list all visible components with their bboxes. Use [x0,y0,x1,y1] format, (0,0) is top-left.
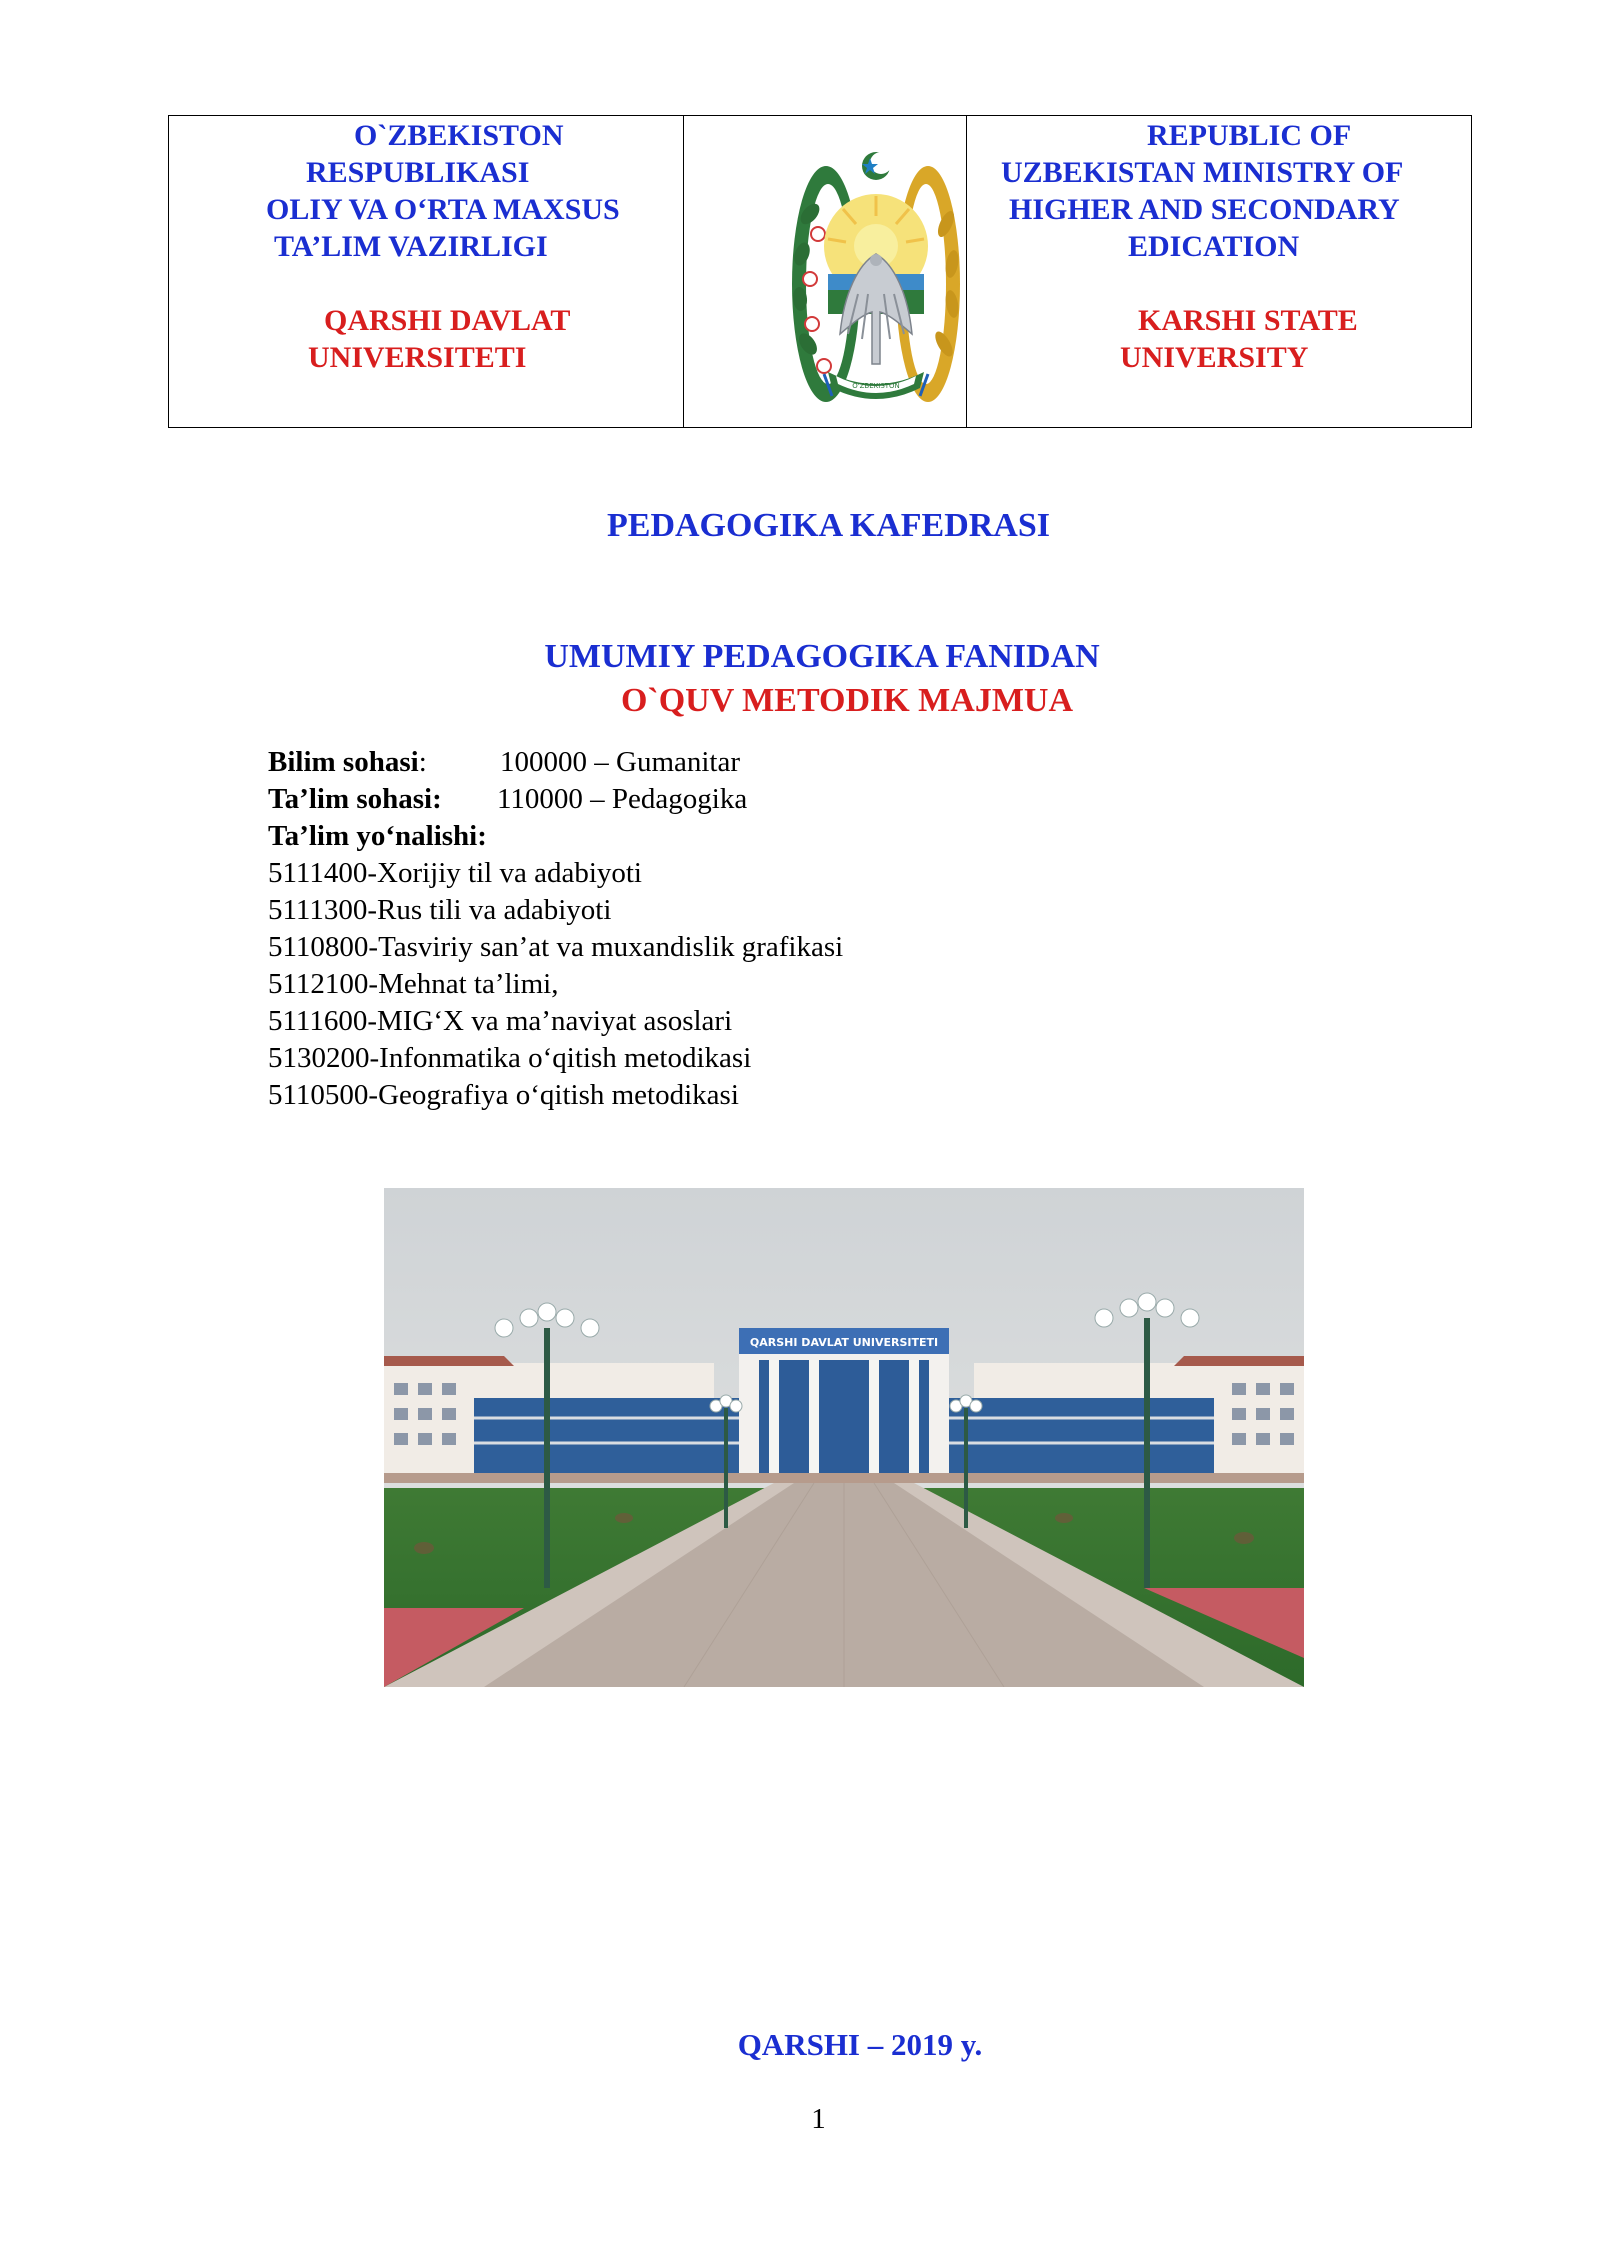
page-number: 1 [811,2103,826,2135]
direction-item: 5112100-Mehnat ta’limi, [268,968,559,1000]
left-university-line-1: QARSHI DAVLAT [324,304,571,337]
direction-item: 5111600-MIG‘X va ma’naviyat asoslari [268,1005,733,1037]
uzbekistan-state-emblem-icon [788,134,964,416]
talim-sohasi-line [268,781,748,818]
talim-sohasi-value: 110000 – Pedagogika [497,783,748,815]
right-university-line-2: UNIVERSITY [1120,341,1309,374]
left-university-line-2: UNIVERSITETI [308,341,527,374]
talim-yonalishi-label: Ta’lim yo‘nalishi: [268,820,487,852]
left-ministry-line-3: OLIY VA O‘RTA MAXSUS [266,193,620,226]
direction-item: 5111300-Rus tili va adabiyoti [268,894,612,926]
department-title: PEDAGOGIKA KAFEDRASI [607,507,1050,544]
course-type-title: O`QUV METODIK MAJMUA [620,682,1074,719]
talim-yonalishi-line [268,818,487,855]
header-emblem-cell [684,116,967,427]
direction-item: 5110800-Tasviriy san’at va muxandislik grafikasi [268,931,844,963]
right-ministry-line-2: UZBEKISTAN MINISTRY OF [1001,156,1404,189]
header-left-cell [169,116,684,427]
direction-item: 5110500-Geografiya o‘qitish metodikasi [268,1079,739,1111]
left-ministry-line-2: RESPUBLIKASI [306,156,530,189]
bilim-sohasi-colon: : [418,746,427,778]
bilim-sohasi-line [268,744,741,781]
university-building-image [384,1188,1304,1687]
city-year: QARSHI – 2019 y. [737,2027,983,2062]
right-ministry-line-4: EDICATION [1128,230,1300,263]
university-building-photo [384,1188,1304,1687]
right-ministry-line-1: REPUBLIC OF [1147,119,1352,152]
course-subject-title: UMUMIY PEDAGOGIKA FANIDAN [544,638,1100,675]
bilim-sohasi-value: 100000 – Gumanitar [500,746,741,778]
header-right-cell [967,116,1471,427]
bilim-sohasi-label: Bilim sohasi [268,746,419,778]
building-sign-text: QARSHI DAVLAT UNIVERSITETI [749,1336,939,1349]
emblem-ribbon-text: O'ZBEKISTON [852,382,900,390]
header-table [168,115,1472,428]
right-university-line-1: KARSHI STATE [1138,304,1358,337]
direction-item: 5130200-Infonmatika o‘qitish metodikasi [268,1042,752,1074]
left-ministry-line-1: O`ZBEKISTON [354,119,564,152]
left-ministry-line-4: TA’LIM VAZIRLIGI [274,230,548,263]
right-ministry-line-3: HIGHER AND SECONDARY [1009,193,1400,226]
talim-sohasi-label: Ta’lim sohasi: [268,783,442,815]
direction-item: 5111400-Xorijiy til va adabiyoti [268,857,642,889]
